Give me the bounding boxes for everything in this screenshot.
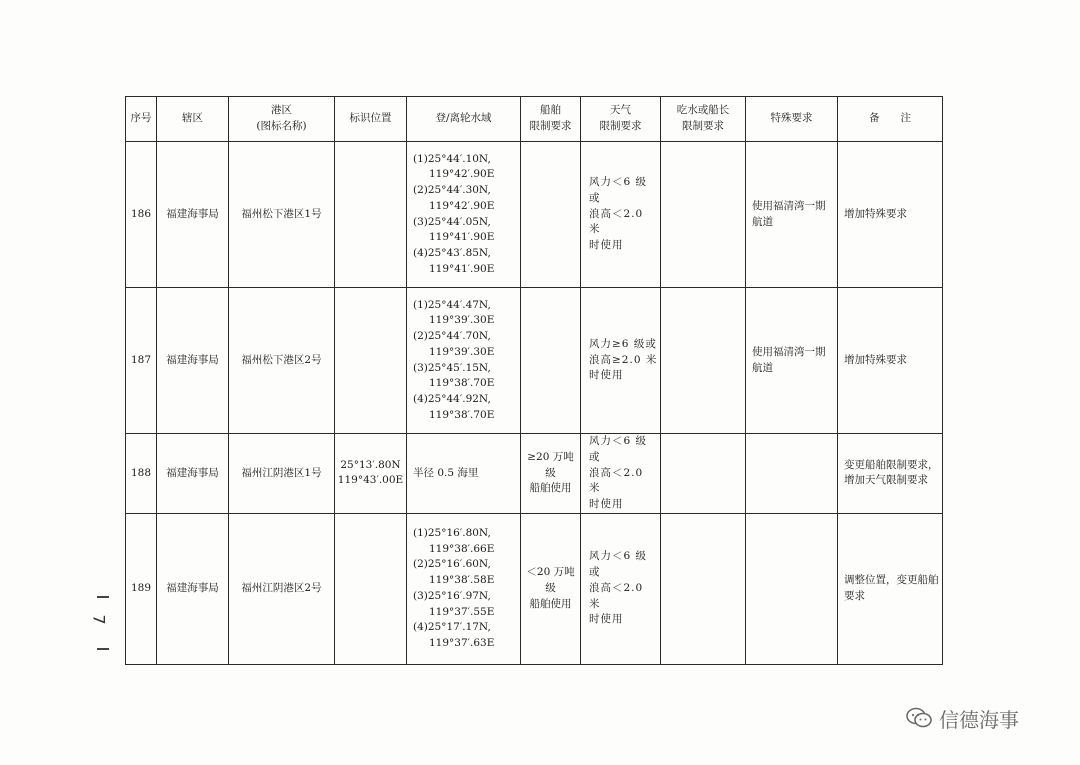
coord-line: 119°41′.90E (429, 231, 495, 244)
cell-special (746, 513, 838, 664)
coord-line: 119°42′.90E (429, 168, 495, 181)
page-number (88, 588, 118, 658)
table-row (126, 142, 943, 288)
header-harbor: 港区 (图标名称) (229, 97, 335, 142)
wechat-icon (905, 707, 933, 729)
page-number-value: 7 (89, 614, 109, 625)
weather-line: 风力＜6 级或 (589, 550, 648, 579)
weather-line: 时使用 (589, 498, 624, 510)
cell-special: 使用福清湾一期航道 (746, 288, 838, 434)
cell-mark-position (335, 288, 407, 434)
cell-remark: 调整位置，变更船舶要求 (838, 513, 943, 664)
page-number-dash (97, 648, 109, 650)
coord-line: 119°38′.66E (429, 542, 495, 555)
coord-line: (3)25°45′.15N, (413, 361, 491, 374)
coord-line: (2)25°16′.60N, (413, 558, 491, 571)
cell-harbor: 福州江阴港区2号 (229, 513, 335, 664)
cell-draft (661, 513, 746, 664)
coord-line: (3)25°16′.97N, (413, 589, 491, 602)
coord-line: (2)25°44′.30N, (413, 184, 491, 196)
cell-draft (661, 434, 746, 514)
cell-weather (581, 288, 661, 434)
header-district: 辖区 (157, 97, 229, 142)
weather-line: 浪高＜2.0 米 (589, 581, 644, 610)
cell-weather (581, 142, 661, 288)
cell-district: 福建海事局 (157, 434, 229, 514)
cell-waters (407, 142, 521, 288)
cell-seq: 187 (126, 288, 157, 434)
cell-ship: ≥20 万吨级 船舶使用 (521, 434, 581, 514)
cell-district: 福建海事局 (157, 142, 229, 288)
cell-special (746, 434, 838, 514)
cell-ship (521, 288, 581, 434)
cell-waters: 半径 0.5 海里 (407, 434, 521, 514)
header-mark-position: 标识位置 (335, 97, 407, 142)
header-seq: 序号 (126, 97, 157, 142)
cell-harbor: 福州松下港区1号 (229, 142, 335, 288)
cell-special: 使用福清湾一期航道 (746, 142, 838, 288)
cell-district: 福建海事局 (157, 288, 229, 434)
header-waters: 登/离轮水域 (407, 97, 521, 142)
cell-seq: 186 (126, 142, 157, 288)
weather-line: 浪高＜2.0 米 (589, 466, 644, 495)
coord-line: 119°39′.30E (429, 314, 495, 327)
coord-line: 119°38′.70E (429, 408, 495, 421)
coord-line: (4)25°17′.17N, (413, 621, 491, 634)
cell-waters (407, 513, 521, 664)
table-header-row (126, 97, 943, 142)
page-number-dash (97, 596, 109, 598)
weather-line: 浪高＜2.0 米 (589, 207, 644, 236)
cell-draft (661, 288, 746, 434)
coord-line: 119°42′.90E (429, 199, 495, 212)
cell-remark: 增加特殊要求 (838, 142, 943, 288)
header-remark: 备 注 (838, 97, 943, 142)
weather-line: 风力≥6 级或 (589, 337, 657, 350)
weather-line: 风力＜6 级或 (589, 435, 648, 463)
coord-line: (2)25°44′.70N, (413, 330, 491, 342)
cell-district: 福建海事局 (157, 513, 229, 664)
cell-mark-position: 25°13′.80N 119°43′.00E (335, 434, 407, 514)
coord-line: 119°38′.70E (429, 377, 495, 390)
coord-line: (1)25°44′.10N, (413, 152, 491, 165)
weather-line: 时使用 (589, 613, 624, 626)
coord-line: 119°41′.90E (429, 262, 495, 275)
cell-draft (661, 142, 746, 288)
coord-line: (1)25°44′.47N, (413, 298, 491, 311)
table-row (126, 434, 943, 514)
weather-line: 时使用 (589, 369, 624, 382)
cell-ship: ＜20 万吨级 船舶使用 (521, 513, 581, 664)
cell-seq: 189 (126, 513, 157, 664)
weather-line: 风力＜6 级或 (589, 176, 648, 204)
coord-line: (4)25°44′.92N, (413, 393, 491, 405)
weather-line: 时使用 (589, 239, 624, 252)
cell-remark: 变更船舶限制要求，增加天气限制要求 (838, 434, 943, 514)
cell-weather (581, 513, 661, 664)
table-row (126, 288, 943, 434)
cell-mark-position (335, 513, 407, 664)
coord-line: 119°39′.30E (429, 345, 495, 358)
weather-line: 浪高≥2.0 米 (589, 353, 658, 366)
coord-line: 119°37′.55E (429, 605, 495, 618)
watermark (905, 705, 1019, 731)
header-special: 特殊要求 (746, 97, 838, 142)
cell-remark: 增加特殊要求 (838, 288, 943, 434)
regulation-table (125, 96, 943, 665)
watermark-text: 信德海事 (939, 707, 1019, 732)
cell-weather (581, 434, 661, 514)
cell-harbor: 福州松下港区2号 (229, 288, 335, 434)
coord-line: (3)25°44′.05N, (413, 215, 491, 228)
header-weather: 天气 限制要求 (581, 97, 661, 142)
cell-mark-position (335, 142, 407, 288)
table-row (126, 513, 943, 664)
coord-line: (4)25°43′.85N, (413, 247, 491, 259)
coord-line: 119°37′.63E (429, 637, 495, 649)
header-ship: 船舶 限制要求 (521, 97, 581, 142)
cell-ship (521, 142, 581, 288)
cell-harbor: 福州江阴港区1号 (229, 434, 335, 514)
header-draft: 吃水或船长 限制要求 (661, 97, 746, 142)
coord-line: 119°38′.58E (429, 574, 495, 586)
cell-waters (407, 288, 521, 434)
cell-seq: 188 (126, 434, 157, 514)
coord-line: (1)25°16′.80N, (413, 526, 491, 539)
